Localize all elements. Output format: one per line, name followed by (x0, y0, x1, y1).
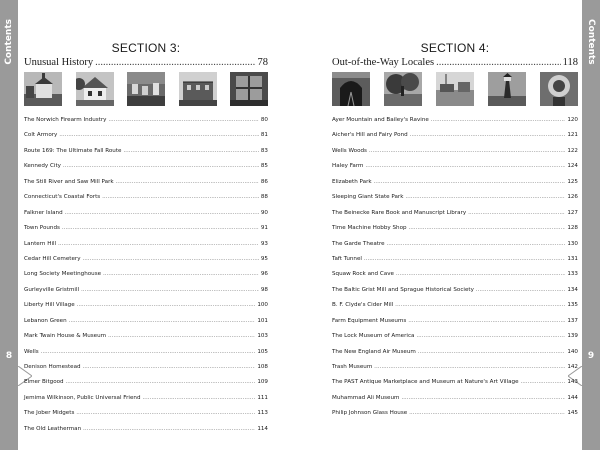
toc-entry-page: 121 (567, 132, 578, 139)
leader-dots (95, 57, 255, 68)
toc-entry[interactable] (332, 298, 578, 313)
leader-dots (395, 298, 565, 313)
toc-entry[interactable] (24, 128, 268, 143)
toc-entry[interactable] (332, 237, 578, 252)
toc-entry-title: Taft Tunnel (332, 255, 362, 262)
toc-entry-page: 131 (567, 255, 578, 262)
toc-entry[interactable] (332, 406, 578, 421)
toc-entry-page: 95 (260, 255, 268, 262)
leader-dots (83, 360, 256, 375)
leader-dots (366, 159, 566, 174)
leader-dots (83, 422, 255, 437)
section-4-photo-strip (332, 72, 578, 106)
toc-entry[interactable] (24, 252, 268, 267)
section-3-title: SECTION 3: (111, 41, 181, 55)
leader-dots (436, 57, 561, 68)
leader-dots (401, 391, 565, 406)
toc-entry-title: Long Society Meetinghouse (24, 271, 102, 278)
toc-entry-title: The Still River and Saw Mill Park (24, 178, 114, 185)
toc-entry[interactable] (332, 113, 578, 128)
left-side-tab (0, 0, 18, 450)
toc-entry-page: 86 (260, 178, 268, 185)
toc-entry[interactable] (332, 252, 578, 267)
leader-dots (418, 345, 565, 360)
toc-entry-page: 105 (257, 348, 268, 355)
left-page-number: 8 (5, 351, 13, 361)
left-page (24, 0, 268, 450)
toc-entry-title: The New England Air Museum (332, 348, 416, 355)
toc-entry[interactable] (332, 283, 578, 298)
toc-entry-title: Muhammad Ali Museum (332, 394, 400, 401)
toc-entry-page: 126 (567, 194, 578, 201)
leader-dots (83, 252, 259, 267)
toc-entry-page: 96 (260, 271, 268, 278)
toc-entry-page: 81 (260, 132, 268, 139)
toc-entry[interactable] (332, 221, 578, 236)
church-photo (24, 72, 62, 106)
toc-entry-page: 100 (257, 302, 268, 309)
toc-entry-page: 120 (567, 117, 578, 123)
leader-dots (123, 144, 258, 159)
section-4-heading[interactable] (332, 57, 578, 68)
harbor-photo (436, 72, 474, 106)
section-3-heading-page: 78 (257, 57, 268, 68)
leader-dots (374, 360, 565, 375)
toc-entry-page: 127 (567, 209, 578, 216)
toc-entry-title: Lantern Hill (24, 240, 57, 247)
toc-entry-title: The Garde Theatre (332, 240, 385, 247)
toc-entry[interactable] (24, 298, 268, 313)
toc-entry-title: Falkner Island (24, 209, 63, 216)
toc-entry[interactable] (24, 375, 268, 390)
right-page-number: 9 (587, 351, 595, 361)
leader-dots (58, 237, 259, 252)
toc-entry-page: 143 (567, 379, 578, 386)
section-4-heading-page: 118 (562, 57, 578, 68)
toc-entry-page: 108 (257, 364, 268, 370)
toc-entry-page: 135 (567, 302, 578, 309)
toc-entry-title: Lebanon Green (24, 317, 67, 324)
toc-entry-page: 88 (260, 194, 268, 201)
leader-dots (408, 314, 565, 329)
toc-entry-page: 93 (260, 240, 268, 247)
toc-entry-title: B. F. Clyde's Cider Mill (332, 302, 394, 309)
toc-entry[interactable] (24, 329, 268, 344)
leader-dots (59, 128, 259, 143)
toc-entry[interactable] (24, 391, 268, 406)
toc-entry[interactable] (332, 175, 578, 190)
leader-dots (66, 375, 256, 390)
toc-entry[interactable] (24, 144, 268, 159)
toc-entry-title: The Beinecke Rare Book and Manuscript Library (332, 209, 467, 216)
leader-dots (65, 206, 259, 221)
toc-entry-title: Sleeping Giant State Park (332, 194, 404, 201)
toc-entry[interactable] (332, 391, 578, 406)
toc-entry[interactable] (332, 375, 578, 390)
toc-entry-page: 90 (260, 209, 268, 216)
toc-entry[interactable] (24, 221, 268, 236)
section-3-toc-list (24, 113, 268, 437)
toc-entry-title: Mark Twain House & Museum (24, 333, 107, 340)
leader-dots (476, 283, 565, 298)
toc-entry[interactable] (332, 314, 578, 329)
leader-dots (116, 175, 259, 190)
toc-entry-page: 130 (567, 240, 578, 247)
toc-entry-title: Town Pounds (24, 225, 60, 232)
left-tab-label: Contents (4, 19, 14, 65)
toc-entry[interactable] (24, 190, 268, 205)
toc-entry-title: Elizabeth Park (332, 178, 372, 185)
toc-entry-page: 101 (257, 317, 268, 324)
leader-dots (81, 283, 259, 298)
right-tab-label: Contents (586, 19, 596, 65)
toc-entry-page: 145 (567, 410, 578, 417)
leader-dots (468, 206, 565, 221)
toc-entry-title: Elmer Bitgood (24, 379, 64, 386)
toc-entry-title: Denison Homestead (24, 364, 81, 370)
toc-entry-page: 137 (567, 317, 578, 324)
toc-entry-page: 98 (260, 286, 268, 293)
toc-entry-page: 125 (567, 178, 578, 185)
house-photo (76, 72, 114, 106)
toc-entry-title: Cedar Hill Cemetery (24, 255, 81, 262)
section-4-heading-text: Out-of-the-Way Locales (332, 57, 435, 68)
toc-entry[interactable] (332, 206, 578, 221)
toc-entry[interactable] (24, 175, 268, 190)
leader-dots (77, 298, 256, 313)
tree-photo (384, 72, 422, 106)
toc-entry-page: 139 (567, 333, 578, 340)
toc-entry-title: The Jober Midgets (24, 410, 75, 417)
leader-dots (102, 190, 259, 205)
toc-entry-title: The Norwich Firearm Industry (24, 117, 107, 123)
toc-entry-page: 140 (567, 348, 578, 355)
toc-entry[interactable] (24, 159, 268, 174)
leader-dots (416, 329, 565, 344)
tunnel-photo (332, 72, 370, 106)
toc-entry[interactable] (332, 345, 578, 360)
leader-dots (374, 175, 566, 190)
toc-entry-title: The Baltic Grist Mill and Sprague Historical Society (332, 286, 474, 293)
lighthouse-photo (488, 72, 526, 106)
leader-dots (41, 345, 256, 360)
toc-entry[interactable] (24, 237, 268, 252)
toc-entry-title: Time Machine Hobby Shop (332, 225, 407, 232)
toc-entry-page: 133 (567, 271, 578, 278)
toc-entry-page: 128 (567, 225, 578, 232)
toc-entry[interactable] (24, 406, 268, 421)
toc-entry-title: Farm Equipment Museums (332, 317, 407, 324)
statue-photo (540, 72, 578, 106)
toc-entry[interactable] (332, 144, 578, 159)
toc-entry[interactable] (24, 360, 268, 375)
toc-entry[interactable] (332, 128, 578, 143)
toc-entry-title: Jemima Wilkinson, Public Universal Friend (24, 394, 141, 401)
leader-dots (69, 314, 256, 329)
cemetery-photo (127, 72, 165, 106)
leader-dots (76, 406, 255, 421)
toc-entry-page: 122 (567, 147, 578, 154)
leader-dots (387, 237, 566, 252)
toc-entry-page: 142 (567, 364, 578, 370)
toc-entry[interactable] (332, 190, 578, 205)
leader-dots (103, 267, 259, 282)
toc-entry-page: 80 (260, 117, 268, 123)
toc-entry-page: 134 (567, 286, 578, 293)
toc-entry[interactable] (24, 283, 268, 298)
toc-entry-page: 144 (567, 394, 578, 401)
toc-entry-page: 124 (567, 163, 578, 170)
toc-entry[interactable] (332, 329, 578, 344)
toc-entry-title: Trash Museum (332, 364, 373, 370)
toc-entry-page: 114 (257, 425, 268, 432)
toc-entry[interactable] (24, 206, 268, 221)
leader-dots (410, 128, 566, 143)
right-side-tab (582, 0, 600, 450)
leader-dots (369, 144, 565, 159)
leader-dots (364, 252, 565, 267)
toc-entry-page: 103 (257, 333, 268, 340)
toc-entry-title: Connecticut's Coastal Forts (24, 194, 101, 201)
toc-entry-title: Philip Johnson Glass House (332, 410, 408, 417)
toc-entry-title: Haley Farm (332, 163, 364, 170)
leader-dots (143, 391, 256, 406)
window-photo (230, 72, 268, 106)
leader-dots (409, 406, 565, 421)
leader-dots (396, 267, 565, 282)
toc-entry-title: Route 169: The Ultimate Fall Route (24, 147, 122, 154)
building-photo (179, 72, 217, 106)
toc-entry-title: Gurleyville Gristmill (24, 286, 80, 293)
section-4-title: SECTION 4: (420, 41, 490, 55)
toc-entry-title: Liberty Hill Village (24, 302, 75, 309)
toc-entry[interactable] (24, 267, 268, 282)
toc-entry-page: 83 (260, 147, 268, 154)
toc-entry-title: Colt Armory (24, 132, 58, 139)
leader-dots (63, 159, 259, 174)
toc-entry-title: The Lock Museum of America (332, 333, 415, 340)
leader-dots (431, 113, 565, 128)
toc-entry-title: Wells (24, 348, 39, 355)
toc-entry-title: Aicher's Hill and Fairy Pond (332, 132, 408, 139)
section-3-photo-strip (24, 72, 268, 106)
toc-entry-page: 85 (260, 163, 268, 170)
leader-dots (62, 221, 259, 236)
toc-entry-title: The PAST Antique Marketplace and Museum at Nature's Art Village (332, 379, 519, 386)
toc-entry[interactable] (24, 422, 268, 437)
toc-entry-page: 109 (257, 379, 268, 386)
section-4-toc-list (332, 113, 578, 422)
section-3-heading-text: Unusual History (24, 57, 94, 68)
leader-dots (405, 190, 565, 205)
section-3-heading[interactable] (24, 57, 268, 68)
toc-entry-title: Kennedy City (24, 163, 61, 170)
toc-entry[interactable] (24, 113, 268, 128)
leader-dots (409, 221, 566, 236)
leader-dots (108, 113, 258, 128)
right-page (332, 0, 578, 450)
toc-entry[interactable] (332, 267, 578, 282)
toc-entry-page: 91 (260, 225, 268, 232)
toc-entry-title: Wells Woods (332, 147, 367, 154)
toc-entry[interactable] (24, 314, 268, 329)
toc-entry-page: 111 (257, 394, 268, 401)
toc-entry[interactable] (332, 360, 578, 375)
toc-entry[interactable] (332, 159, 578, 174)
toc-entry-title: Ayer Mountain and Bailey's Ravine (332, 117, 429, 123)
toc-entry-title: Squaw Rock and Cave (332, 271, 394, 278)
leader-dots (108, 329, 255, 344)
toc-entry[interactable] (24, 345, 268, 360)
toc-entry-title: The Old Leatherman (24, 425, 82, 432)
leader-dots (521, 375, 566, 390)
toc-entry-page: 113 (257, 410, 268, 417)
